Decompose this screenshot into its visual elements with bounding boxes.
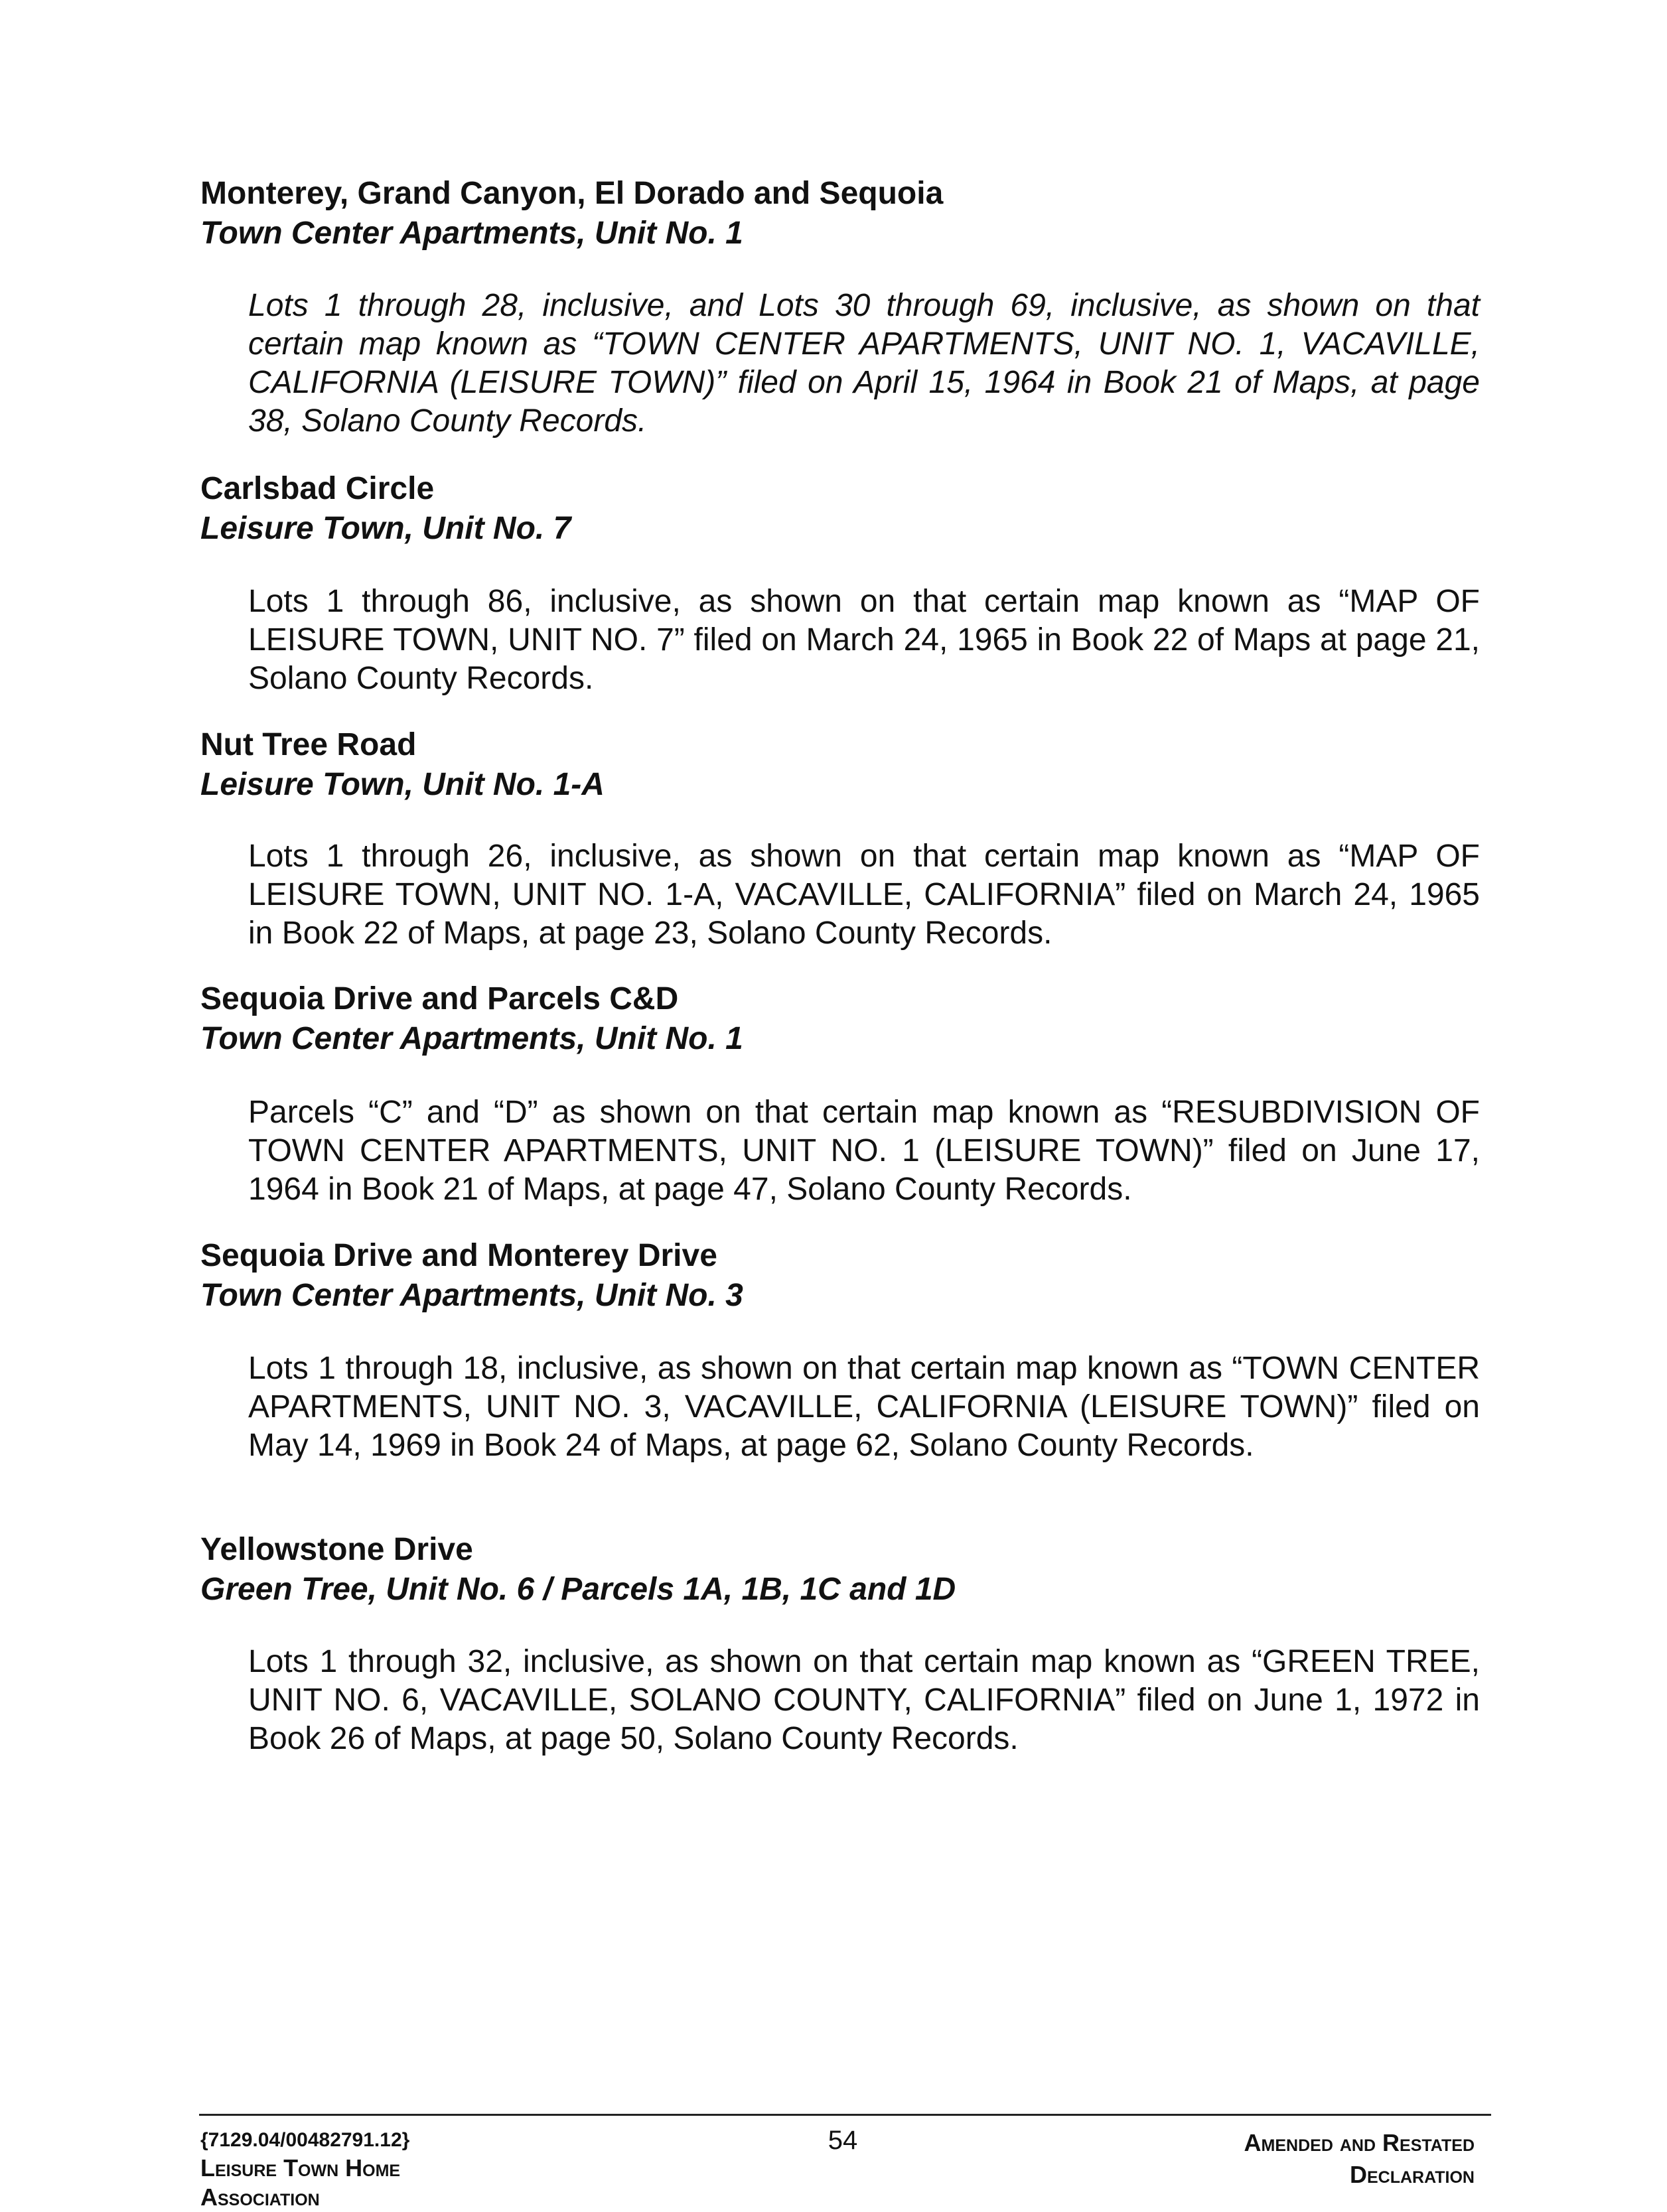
section-body: Lots 1 through 86, inclusive, as shown on that certain map known as “MAP OF LEISURE TOWN, UNIT NO. 7” filed on March 24, 1965 in Book 22 of Maps at page 21, Solano County Records. bbox=[248, 584, 1480, 696]
section-body: Parcels “C” and “D” as shown on that certain map known as “RESUBDIVISION OF TOWN CENTER APARTMENTS, UNIT NO. 1 (LEISURE TOWN)” filed on June 17, 1964 in Book 21 of Maps, at page 47, Solano County Records. bbox=[248, 1095, 1480, 1207]
section-nut-tree bbox=[200, 725, 1481, 805]
section-body: Lots 1 through 28, inclusive, and Lots 30 through 69, inclusive, as shown on that certain map known as “TOWN CENTER APARTMENTS, UNIT NO. 1, VACAVILLE, CALIFORNIA (LEISURE TOWN)” filed on April 15, 1964 in Book 21 of Maps, at page 38, Solano County Records. bbox=[248, 288, 1480, 439]
section-subtitle: Town Center Apartments, Unit No. 3 bbox=[200, 1278, 743, 1313]
section-title: Carlsbad Circle bbox=[200, 471, 435, 506]
section-title: Yellowstone Drive bbox=[200, 1532, 473, 1567]
section-title: Nut Tree Road bbox=[200, 727, 417, 762]
section-yellowstone bbox=[200, 1530, 1481, 1610]
section-subtitle: Green Tree, Unit No. 6 / Parcels 1A, 1B, 1C and 1D bbox=[200, 1572, 956, 1607]
footer-doc-id: {7129.04/00482791.12} bbox=[200, 2129, 410, 2151]
section-subtitle: Leisure Town, Unit No. 7 bbox=[200, 511, 571, 546]
section-subtitle: Town Center Apartments, Unit No. 1 bbox=[200, 1021, 743, 1056]
section-sequoia-parcels bbox=[200, 979, 1481, 1059]
section-body: Lots 1 through 18, inclusive, as shown on that certain map known as “TOWN CENTER APARTMENTS, UNIT NO. 3, VACAVILLE, CALIFORNIA (LEISURE TOWN)” filed on May 14, 1969 in Book 24 of Maps, at page 62, Solano County Records. bbox=[248, 1351, 1480, 1463]
section-body: Lots 1 through 26, inclusive, as shown on that certain map known as “MAP OF LEISURE TOWN, UNIT NO. 1-A, VACAVILLE, CALIFORNIA” filed on March 24, 1965 in Book 22 of Maps, at page 23, Solano County Records. bbox=[248, 839, 1480, 951]
footer-left bbox=[200, 2127, 665, 2212]
page-number: 54 bbox=[828, 2126, 858, 2155]
section-subtitle: Town Center Apartments, Unit No. 1 bbox=[200, 216, 743, 251]
footer-right bbox=[1010, 2127, 1475, 2191]
section-title: Sequoia Drive and Parcels C&D bbox=[200, 981, 679, 1016]
section-body: Lots 1 through 32, inclusive, as shown on that certain map known as “GREEN TREE, UNIT NO. 6, VACAVILLE, SOLANO COUNTY, CALIFORNIA” filed on June 1, 1972 in Book 26 of Maps, at page 50, Solano County Records. bbox=[248, 1644, 1480, 1756]
footer-divider bbox=[199, 2114, 1491, 2116]
footer-doc-title-line2: Declaration bbox=[1349, 2161, 1475, 2188]
section-monterey bbox=[200, 174, 1481, 253]
section-subtitle: Leisure Town, Unit No. 1-A bbox=[200, 767, 605, 802]
section-title: Monterey, Grand Canyon, El Dorado and Sequoia bbox=[200, 176, 944, 211]
footer-org-line1: Leisure Town Home bbox=[200, 2154, 401, 2181]
section-title: Sequoia Drive and Monterey Drive bbox=[200, 1238, 717, 1273]
footer-org-line2: Association bbox=[200, 2183, 320, 2211]
section-sequoia-monterey bbox=[200, 1236, 1481, 1316]
footer-doc-title-line1: Amended and Restated bbox=[1244, 2129, 1475, 2156]
section-carlsbad bbox=[200, 469, 1481, 549]
